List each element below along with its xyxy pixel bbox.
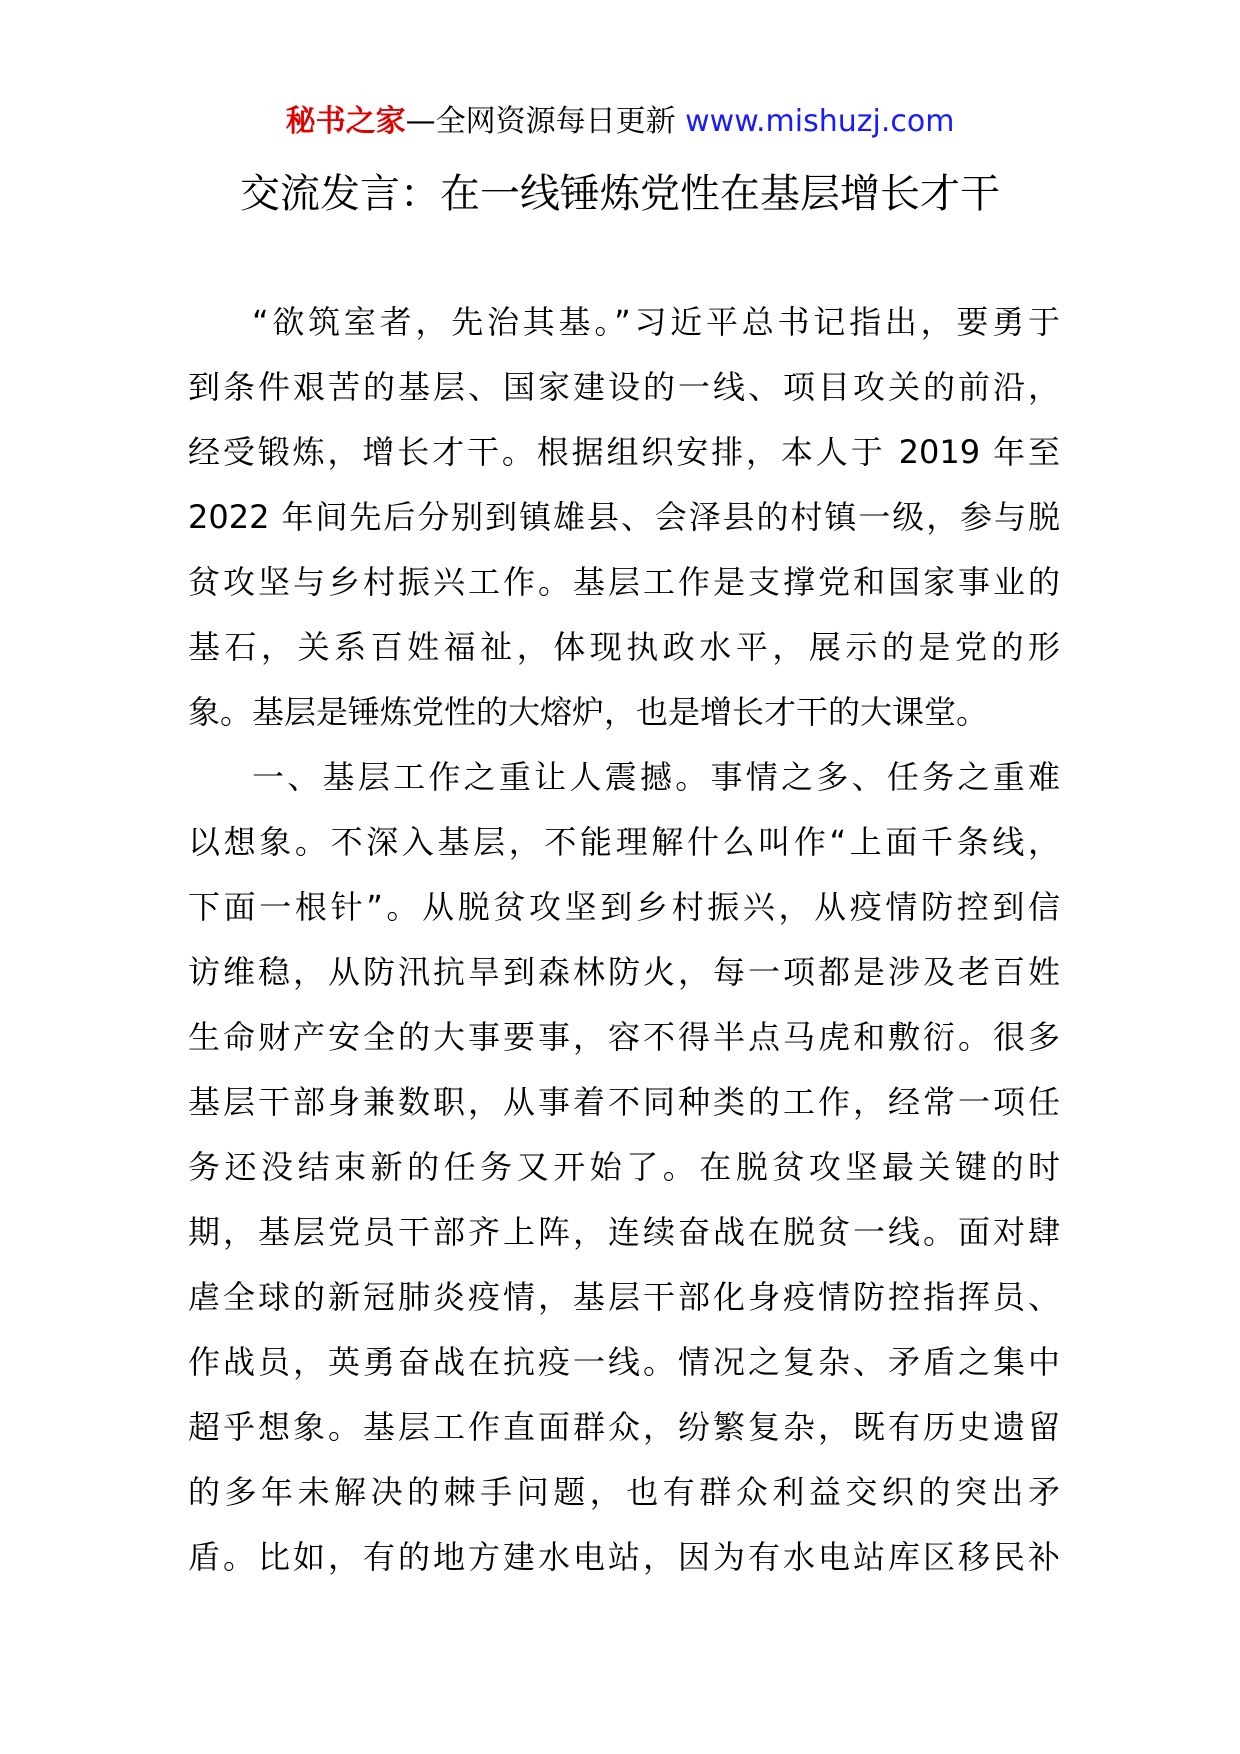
paragraph-line: 超乎想象。基层工作直面群众，纷繁复杂，既有历史遗留 (188, 1408, 1060, 1446)
paragraph-line: 虐全球的新冠肺炎疫情，基层干部化身疫情防控指挥员、 (188, 1278, 1060, 1316)
site-tagline: —全网资源每日更新 (405, 104, 676, 139)
paragraph-line: 贫攻坚与乡村振兴工作。基层工作是支撑党和国家事业的 (188, 563, 1060, 601)
paragraph-line: 作战员，英勇奋战在抗疫一线。情况之复杂、矛盾之集中 (188, 1343, 1060, 1381)
paragraph-line: 2022 年间先后分别到镇雄县、会泽县的村镇一级，参与脱 (188, 498, 1060, 536)
paragraph-line: 盾。比如，有的地方建水电站，因为有水电站库区移民补 (188, 1538, 1060, 1576)
paragraph-line: 到条件艰苦的基层、国家建设的一线、项目攻关的前沿， (188, 368, 1060, 406)
paragraph-line: 一、基层工作之重让人震撼。事情之多、任务之重难 (252, 758, 1060, 796)
paragraph-line: 访维稳，从防汛抗旱到森林防火，每一项都是涉及老百姓 (188, 953, 1060, 991)
paragraph-line: 象。基层是锤炼党性的大熔炉，也是增长才干的大课堂。 (188, 693, 989, 731)
paragraph-line: 以想象。不深入基层，不能理解什么叫作“上面千条线， (188, 823, 1060, 861)
paragraph-line: 经受锻炼，增长才干。根据组织安排，本人于 2019 年至 (188, 433, 1060, 471)
site-brand: 秘书之家 (285, 104, 406, 139)
paragraph-line: 基层干部身兼数职，从事着不同种类的工作，经常一项任 (188, 1083, 1060, 1121)
paragraph-line: 下面一根针”。从脱贫攻坚到乡村振兴，从疫情防控到信 (188, 888, 1060, 926)
paragraph-line: 基石，关系百姓福祉，体现执政水平，展示的是党的形 (188, 628, 1060, 666)
document-title: 交流发言：在一线锤炼党性在基层增长才干 (240, 171, 1000, 217)
paragraph-line: “欲筑室者，先治其基。”习近平总书记指出，要勇于 (252, 303, 1060, 341)
site-url-link[interactable]: www.mishuzj.com (685, 104, 955, 139)
paragraph-line: 的多年未解决的棘手问题，也有群众利益交织的突出矛 (188, 1473, 1060, 1511)
site-header (0, 102, 1240, 142)
paragraph-line: 期，基层党员干部齐上阵，连续奋战在脱贫一线。面对肆 (188, 1213, 1060, 1251)
paragraph-line: 生命财产安全的大事要事，容不得半点马虎和敷衍。很多 (188, 1018, 1060, 1056)
paragraph-line: 务还没结束新的任务又开始了。在脱贫攻坚最关键的时 (188, 1148, 1060, 1186)
document-body (188, 294, 1060, 1594)
